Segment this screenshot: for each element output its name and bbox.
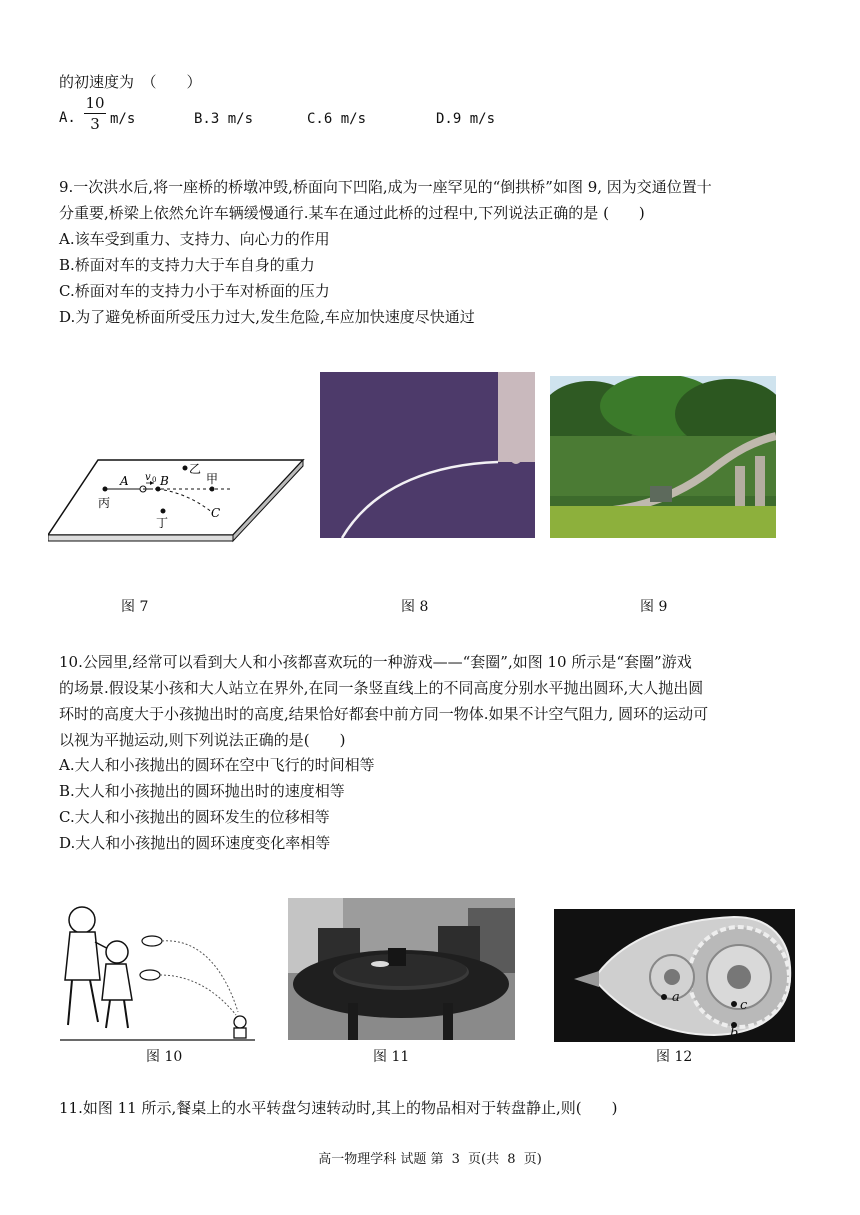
q10-line-3: 环时的高度大于小孩抛出时的高度,结果恰好都套中前方同一物体.如果不计空气阻力, 圆环的运动可	[59, 705, 709, 723]
figure-7-plane-diagram	[48, 455, 308, 545]
figure-8-trajectory-photo	[320, 372, 535, 538]
footer-total-pages: 8	[507, 1152, 516, 1167]
footer-page-number: 3	[451, 1152, 460, 1167]
fraction-denominator: 3	[90, 115, 100, 133]
fig7-label-v: v	[145, 472, 151, 483]
figure-9-inverted-arch-bridge-photo	[550, 376, 776, 538]
fraction-bar	[84, 113, 106, 114]
q9-line-2: 分重要,桥梁上依然允许车辆缓慢通行.某车在通过此桥的过程中,下列说法正确的是 ( )	[59, 204, 645, 222]
q8-option-a-label: A.	[59, 110, 76, 126]
fig7-label-b: B	[160, 474, 169, 488]
q8-stem-tail: 的初速度为 （ ）	[59, 73, 202, 91]
q10-option-a: A.大人和小孩抛出的圆环在空中飞行的时间相等	[59, 756, 375, 774]
fig7-label-ding: 丁	[156, 516, 169, 530]
fig7-label-yi: 乙	[189, 462, 202, 476]
q10-line-1: 10.公园里,经常可以看到大人和小孩都喜欢玩的一种游戏——“套圈”,如图 10 所示是“套圈”游戏	[59, 653, 692, 671]
figure-10-ring-toss-illustration	[60, 900, 255, 1045]
fig7-label-v-subscript: 0	[152, 476, 157, 484]
q11-line-1: 11.如图 11 所示,餐桌上的水平转盘匀速转动时,其上的物品相对于转盘静止,则( )	[59, 1099, 618, 1117]
q8-option-a-unit: m/s	[110, 111, 136, 127]
fig12-label-b: b	[730, 1026, 739, 1041]
figure-10-caption: 图 10	[146, 1049, 183, 1065]
q8-option-b: B.3 m/s	[194, 111, 254, 127]
fig7-label-jia: 甲	[206, 472, 219, 486]
q8-option-c: C.6 m/s	[307, 111, 367, 127]
q9-option-a: A.该车受到重力、支持力、向心力的作用	[59, 230, 330, 248]
figure-12-caption: 图 12	[656, 1049, 693, 1065]
figure-11-dining-table-photo	[288, 898, 515, 1040]
fig7-label-a: A	[120, 474, 129, 488]
footer-mid: 页(共	[468, 1152, 500, 1167]
q10-option-d: D.大人和小孩抛出的圆环速度变化率相等	[59, 834, 331, 852]
footer-subject: 高一物理学科 试题 第	[318, 1152, 444, 1167]
q8-option-d: D.9 m/s	[436, 111, 496, 127]
q10-line-2: 的场景.假设某小孩和大人站立在界外,在同一条竖直线上的不同高度分别水平抛出圆环,大人抛出圆	[59, 679, 704, 697]
fig7-label-c: C	[211, 506, 221, 520]
figure-9-caption: 图 9	[640, 599, 668, 615]
q10-line-4: 以视为平抛运动,则下列说法正确的是( )	[59, 731, 346, 749]
figure-7-caption: 图 7	[121, 599, 149, 615]
q10-option-c: C.大人和小孩抛出的圆环发生的位移相等	[59, 808, 330, 826]
q8-option-a-fraction	[84, 94, 106, 133]
figure-8-caption: 图 8	[401, 599, 429, 615]
q9-line-1: 9.一次洪水后,将一座桥的桥墩冲毁,桥面向下凹陷,成为一座罕见的“倒拱桥”如图 9, 因为交通位置十	[59, 178, 712, 196]
fig12-label-c: c	[740, 998, 748, 1013]
q9-option-b: B.桥面对车的支持力大于车自身的重力	[59, 256, 315, 274]
fig12-label-a: a	[672, 990, 680, 1005]
q9-option-d: D.为了避免桥面所受压力过大,发生危险,车应加快速度尽快通过	[59, 308, 475, 326]
fig7-label-bing: 丙	[98, 496, 111, 510]
fraction-numerator: 10	[85, 94, 105, 112]
figure-12-correction-tape-gears-photo	[554, 909, 795, 1042]
q10-option-b: B.大人和小孩抛出的圆环抛出时的速度相等	[59, 782, 345, 800]
page-footer	[0, 1148, 860, 1167]
footer-end: 页)	[523, 1152, 542, 1167]
q9-option-c: C.桥面对车的支持力小于车对桥面的压力	[59, 282, 330, 300]
figure-11-caption: 图 11	[373, 1049, 410, 1065]
